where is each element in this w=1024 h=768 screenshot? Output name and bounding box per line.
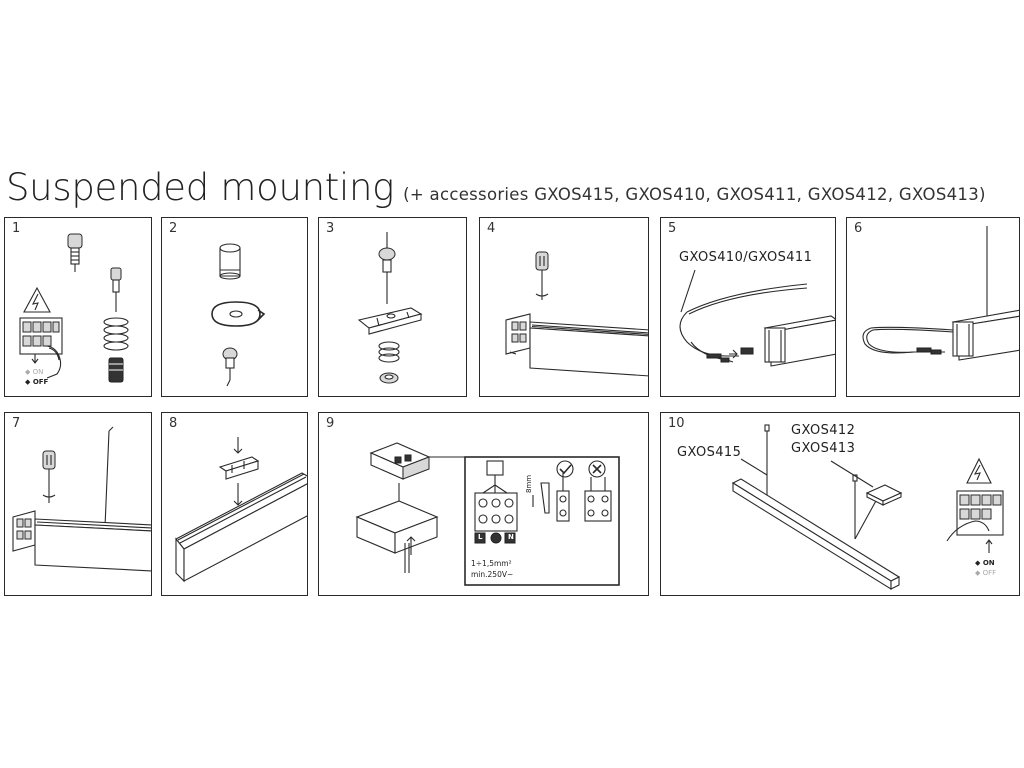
- page-title: [6, 166, 1020, 214]
- step-9-panel: [318, 412, 649, 596]
- step-number: 9: [326, 416, 335, 431]
- title-accessories: (+ accessories GXOS415, GXOS410, GXOS411, GXOS412, GXOS413): [403, 185, 986, 204]
- screw-and-spring-icon: [104, 268, 128, 382]
- step-4-illustration: [480, 218, 649, 397]
- off-text: OFF: [32, 378, 49, 386]
- step-number: 8: [169, 416, 178, 431]
- on-label: ◆ ON: [25, 368, 44, 376]
- step-number: 5: [668, 221, 677, 236]
- wire-section-label: 1÷1,5mm²: [471, 559, 512, 568]
- step-5-panel: [660, 217, 836, 397]
- ground-symbol-icon: [491, 533, 501, 543]
- step-number: 1: [12, 221, 21, 236]
- clip-icon: [220, 457, 258, 479]
- step-10-panel: [660, 412, 1020, 596]
- terminal-n-label: N: [508, 533, 514, 541]
- screwdriver-icon: [43, 451, 55, 503]
- checkmark-circle-icon: [557, 461, 573, 477]
- step-6-panel: [846, 217, 1020, 397]
- on-text: ON: [32, 368, 44, 376]
- mounting-bracket-icon: [506, 314, 530, 354]
- step-7-illustration: [5, 413, 152, 596]
- accessory-c-label: GXOS413: [791, 441, 856, 456]
- step-8-illustration: [162, 413, 308, 596]
- strip-length-icon: [533, 483, 549, 513]
- step-number: 10: [668, 416, 685, 431]
- step-7-panel: [4, 412, 152, 596]
- light-profile-icon: [176, 473, 308, 581]
- step-2-illustration: [162, 218, 308, 397]
- light-profile-icon: [953, 310, 1020, 360]
- electric-hazard-warning-icon: [967, 459, 991, 483]
- off-label: ◆ OFF: [25, 378, 49, 386]
- electric-hazard-warning-icon: [24, 288, 50, 312]
- suspension-wire: [105, 431, 109, 527]
- step-8-panel: [161, 412, 308, 596]
- step-number: 4: [487, 221, 496, 236]
- wire-insertion-ok-icon: [557, 473, 569, 521]
- strip-length-label: 8mm: [525, 474, 533, 493]
- step-number: 7: [12, 416, 21, 431]
- step-number: 3: [326, 221, 335, 236]
- step-10-illustration: [661, 413, 1020, 596]
- hook-bolt-icon: [223, 348, 237, 386]
- light-profile-icon: [765, 316, 836, 366]
- voltage-label: min.250V~: [471, 570, 514, 579]
- on-label: ◆ ON: [975, 559, 995, 567]
- accessory-label: GXOS410/GXOS411: [679, 250, 813, 265]
- anchor-sleeve-icon: [220, 244, 240, 279]
- wire-insertion-bad-icon: [585, 477, 611, 521]
- step-6-illustration: [847, 218, 1020, 397]
- rotate-arrow-icon: [212, 302, 264, 326]
- bracket-assembly-icon: [359, 232, 421, 334]
- off-text: OFF: [982, 569, 997, 577]
- accessory-a-label: GXOS415: [677, 445, 742, 460]
- on-text: ON: [982, 559, 995, 567]
- step-1-panel: [4, 217, 152, 397]
- step-3-illustration: [319, 218, 467, 397]
- ceiling-canopy-icon: [867, 485, 901, 505]
- step-3-panel: [318, 217, 467, 397]
- terminal-block-icon: [475, 461, 517, 543]
- title-main: Suspended mounting: [6, 166, 395, 209]
- light-profile-icon: [530, 322, 649, 376]
- step-4-panel: [479, 217, 649, 397]
- cross-circle-icon: [589, 461, 605, 477]
- mounting-bracket-icon: [13, 511, 35, 551]
- connector-icon: [707, 348, 753, 362]
- anchor-screw-icon: [68, 234, 82, 272]
- off-label: ◆ OFF: [975, 569, 997, 577]
- connector-block-icon: [371, 443, 429, 479]
- screwdriver-icon: [536, 252, 548, 300]
- accessory-b-label: GXOS412: [791, 423, 856, 438]
- terminal-l-label: L: [478, 533, 483, 541]
- light-profile-icon: [35, 519, 152, 571]
- step-2-panel: [161, 217, 308, 397]
- step-number: 2: [169, 221, 178, 236]
- step-5-illustration: [661, 218, 836, 397]
- cable-icon: [863, 327, 953, 354]
- spring-and-nut-icon: [379, 342, 399, 383]
- ceiling-canopy-icon: [357, 483, 437, 573]
- circuit-breaker-icon: [947, 491, 1003, 553]
- step-number: 6: [854, 221, 863, 236]
